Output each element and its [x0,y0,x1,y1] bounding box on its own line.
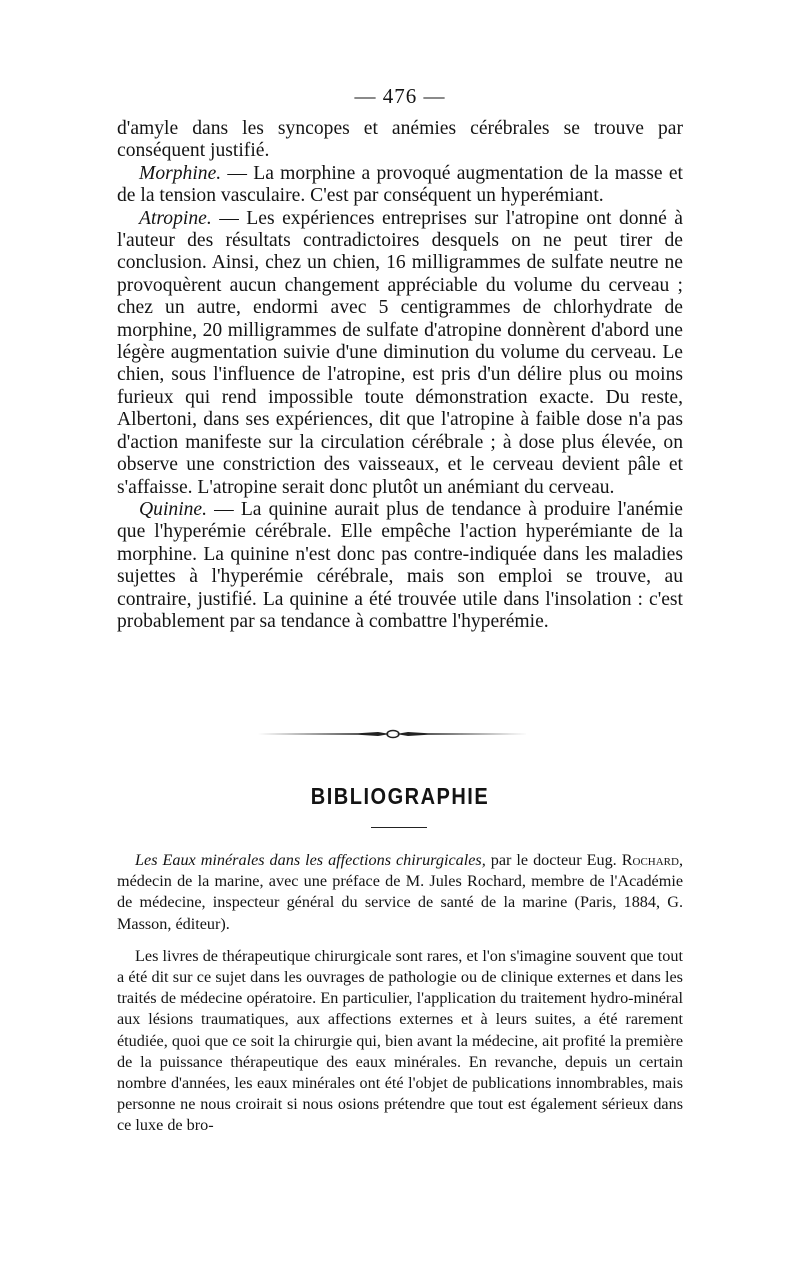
quinine-label: Quinine. [139,498,208,520]
atropine-text: — Les expériences entreprises sur l'atropine ont donné à l'auteur des résultats contradictoires desquels on ne peut tirer de conclusion. Ainsi, chez un chien, 16 milligrammes de sulfate neutre ne provoquèrent aucun changement appréciable du volume du cerveau ; chez un autre, endormi avec 5 centigrammes de chlorhydrate de morphine, 20 milligrammes de sulfate d'atropine donnèrent d'abord une légère augmentation suivie d'une diminution du volume du cerveau. Le chien, sous l'influence de l'atropine, est pris d'un délire plus ou moins furieux qui rend impossible toute démonstration exacte. Du reste, Albertoni, dans ses expériences, dit que l'atropine à faible dose n'a pas d'action manifeste sur la circulation cérébrale ; à dose plus élevée, on observe une constriction des vaisseaux, et le cerveau devient pâle et s'affaisse. L'atropine serait donc plutôt un anémiant du cerveau. [117,207,683,498]
paragraph-morphine [117,163,683,208]
citation-rest: , médecin de la marine, avec une préface de M. Jules Rochard, membre de l'Académie de médecine, inspecteur général du service de santé de la marine (Paris, 1884, G. Masson, éditeur). [117,851,683,933]
citation-by: par le docteur Eug. [485,851,622,869]
heading-underline [371,827,427,828]
paragraph-continuation: d'amyle dans les syncopes et anémies cérébrales se trouve par conséquent justifié. [117,118,683,162]
citation-title: Les Eaux minérales dans les affections chirurgicales, [135,851,486,869]
morphine-text: — La morphine a provoqué augmentation de la masse et de la tension vasculaire. C'est par conséquent un hyperémiant. [117,162,683,207]
paragraph-quinine [117,499,683,633]
morphine-label: Morphine. [139,162,222,184]
bibliography-heading: BIBLIOGRAPHIE [310,784,490,810]
atropine-label: Atropine. [139,207,212,229]
citation-author: Rochard [621,851,679,869]
bibliography-section [117,850,683,1137]
citation [117,850,683,935]
paragraph-atropine [117,208,683,499]
ornamental-divider [258,728,528,740]
review-paragraph: Les livres de thérapeutique chirurgicale sont rares, et l'on s'imagine souvent que tout a été dit sur ce sujet dans les ouvrages de pathologie ou de clinique externes et dans les traités de médecine opératoire. En particulier, l'application du traitement hydro-minéral aux lésions traumatiques, aux affections externes et à leurs suites, a été rarement étudiée, quoi que ce soit la chirurgie qui, bien avant la médecine, ait profité la première de la puissance thérapeutique des eaux minérales. En revanche, depuis un certain nombre d'années, les eaux minérales ont été l'objet de publications innombrables, mais personne ne nous croirait si nous osions prétendre que tout est également sérieux dans ce luxe de bro- [117,946,683,1135]
main-text [117,118,683,633]
quinine-text: — La quinine aurait plus de tendance à produire l'anémie que l'hyperémie cérébrale. Elle empêche l'action hyperémiante de la morphine. La quinine n'est donc pas contre-indiquée dans les maladies sujettes à l'hyperémie cérébrale, mais son emploi se trouve, au contraire, justifié. La quinine a été trouvée utile dans l'insolation : c'est probablement par sa tendance à combattre l'hyperémie. [117,498,683,632]
page-number: — 476 — [354,84,446,108]
